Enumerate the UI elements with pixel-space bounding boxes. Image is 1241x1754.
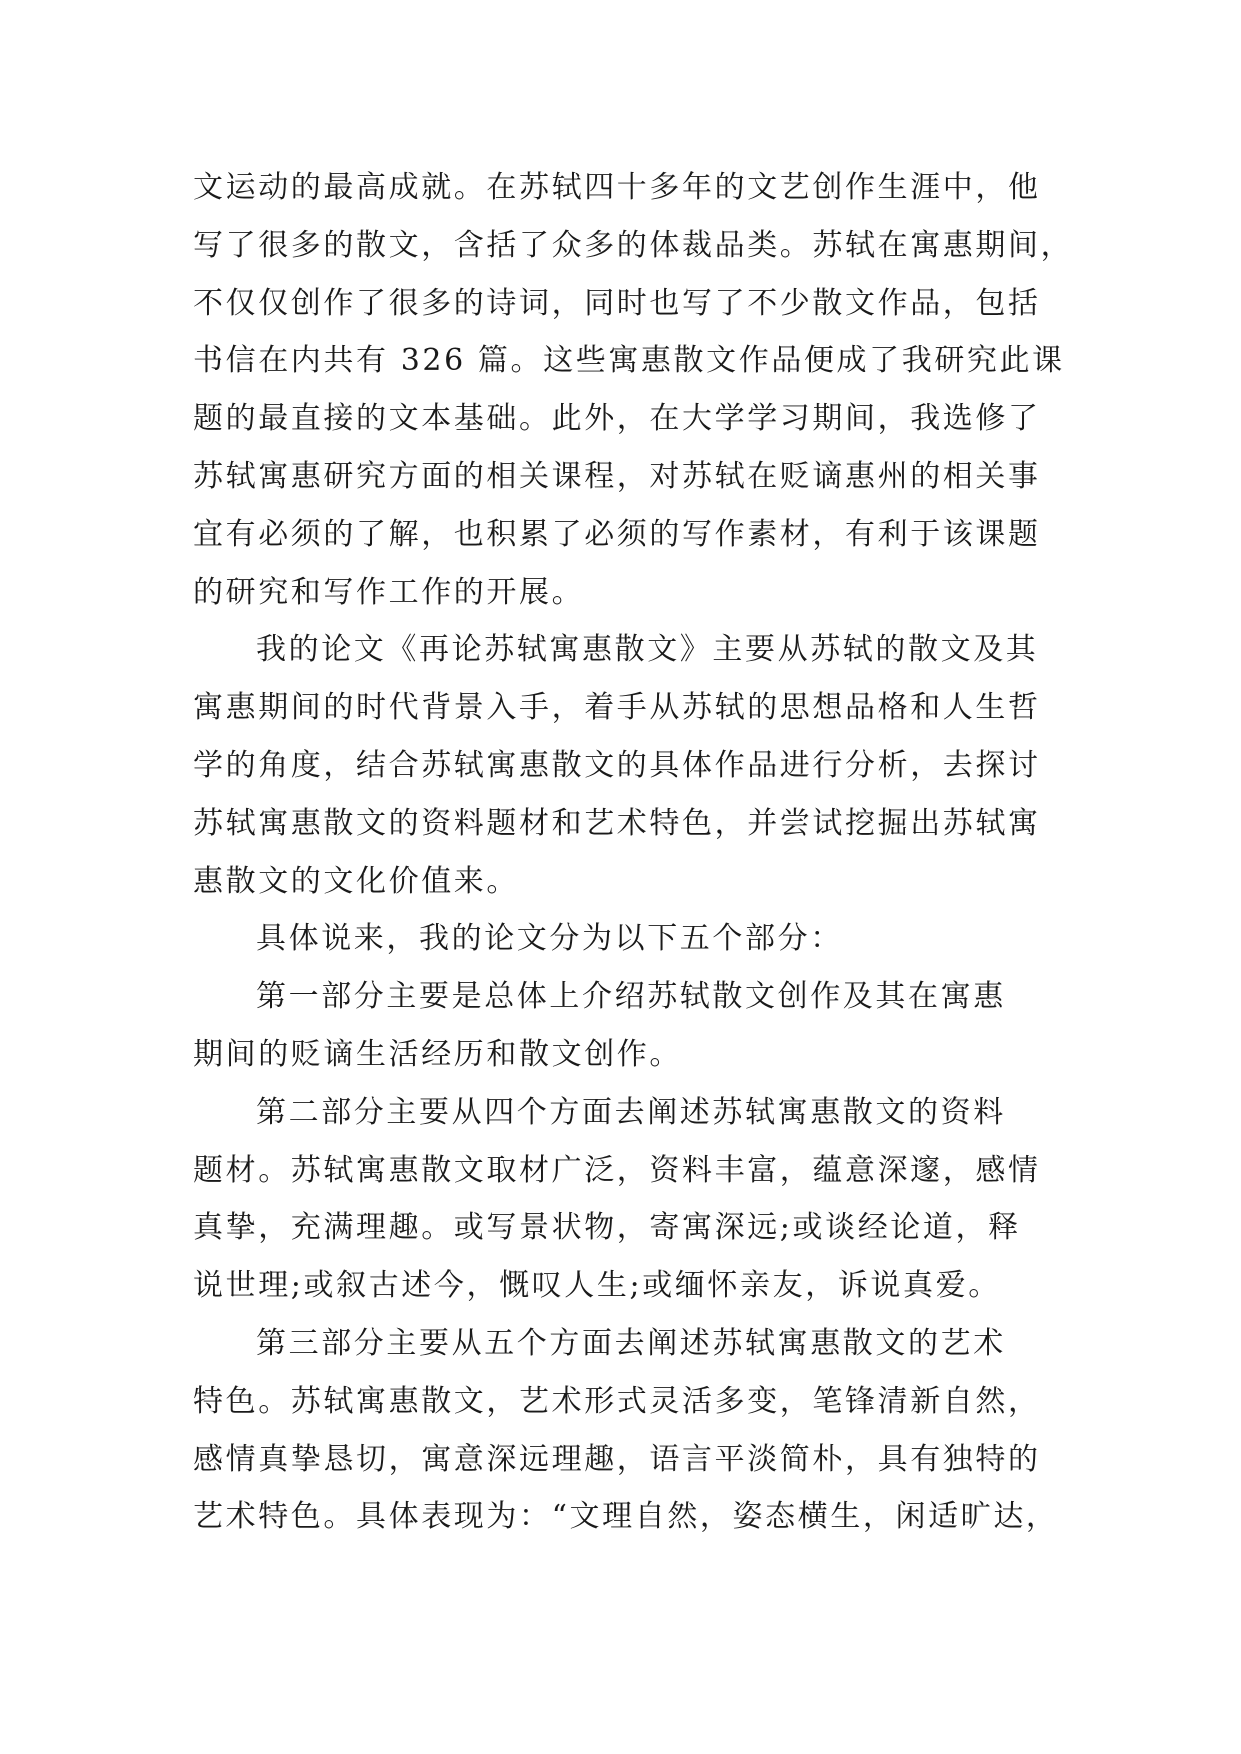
text-line: 艺术特色。具体表现为：“文理自然，姿态横生，闲适旷达， xyxy=(193,1499,1059,1535)
text-line: 学的角度，结合苏轼寓惠散文的具体作品进行分析，去探讨 xyxy=(193,747,1041,783)
text-line: 题的最直接的文本基础。此外，在大学学习期间，我选修了 xyxy=(193,401,1041,437)
text-line: 的研究和写作工作的开展。 xyxy=(193,574,585,610)
text-line: 苏轼寓惠散文的资料题材和艺术特色，并尝试挖掘出苏轼寓 xyxy=(193,805,1041,841)
text-line: 期间的贬谪生活经历和散文创作。 xyxy=(193,1036,682,1072)
text-line: 文运动的最高成就。在苏轼四十多年的文艺创作生涯中，他 xyxy=(193,170,1041,205)
paragraph-first-line: 我的论文《再论苏轼寓惠散文》主要从苏轼的散文及其 xyxy=(256,632,1039,668)
body-text xyxy=(193,159,1074,1546)
text-line: 苏轼寓惠研究方面的相关课程，对苏轼在贬谪惠州的相关事 xyxy=(193,458,1041,494)
text-line: 惠散文的文化价值来。 xyxy=(193,863,519,899)
paragraph-first-line: 第一部分主要是总体上介绍苏轼散文创作及其在寓惠 xyxy=(256,979,1006,1015)
text-line: 说世理;或叙古述今，慨叹人生;或缅怀亲友，诉说真爱。 xyxy=(193,1268,1001,1304)
text-line: 特色。苏轼寓惠散文，艺术形式灵活多变，笔锋清新自然， xyxy=(193,1383,1041,1419)
text-line: 写了很多的散文，含括了众多的体裁品类。苏轼在寓惠期间， xyxy=(193,227,1074,263)
text-line: 真挚，充满理趣。或写景状物，寄寓深远;或谈经论道，释 xyxy=(193,1210,1021,1246)
paragraph-first-line: 第三部分主要从五个方面去阐述苏轼寓惠散文的艺术 xyxy=(256,1325,1006,1361)
text-line: 不仅仅创作了很多的诗词，同时也写了不少散文作品，包括 xyxy=(193,285,1041,321)
text-line: 宜有必须的了解，也积累了必须的写作素材，有利于该课题 xyxy=(193,516,1041,552)
text-line: 书信在内共有 326 篇。这些寓惠散文作品便成了我研究此课 xyxy=(193,343,1065,379)
text-line: 寓惠期间的时代背景入手，着手从苏轼的思想品格和人生哲 xyxy=(193,690,1041,726)
text-line: 题材。苏轼寓惠散文取材广泛，资料丰富，蕴意深邃，感情 xyxy=(193,1152,1041,1188)
text-line: 感情真挚恳切，寓意深远理趣，语言平淡简朴，具有独特的 xyxy=(193,1441,1041,1477)
paragraph-first-line: 第二部分主要从四个方面去阐述苏轼寓惠散文的资料 xyxy=(256,1094,1006,1130)
paragraph-first-line: 具体说来，我的论文分为以下五个部分： xyxy=(256,921,843,957)
